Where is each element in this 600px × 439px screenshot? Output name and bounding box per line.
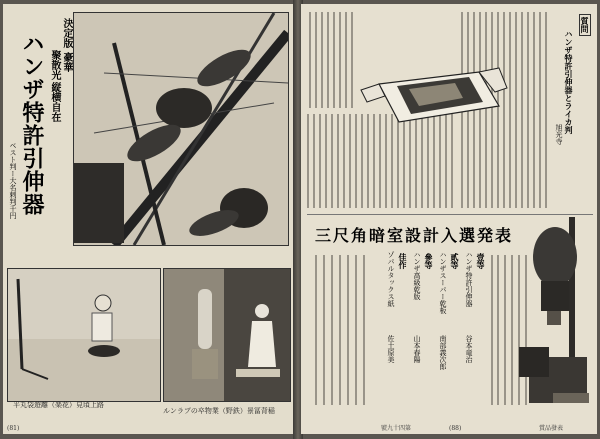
announcement-block bbox=[307, 214, 593, 419]
prize-item-3: ハンザ高級乾版 bbox=[413, 251, 421, 300]
article-title: ハンザ特許引伸器とライカ判 bbox=[564, 30, 574, 134]
article-body-text-3 bbox=[307, 12, 357, 108]
right-page bbox=[301, 4, 597, 434]
prize-label-4: 佳作 bbox=[398, 253, 408, 269]
prize-name-2: 南部義次郎 bbox=[439, 335, 447, 370]
caption-right: ルンラブの卒物業（野鉄）景冨背稲 bbox=[163, 407, 275, 415]
folio-left: (81) bbox=[7, 425, 20, 432]
headline-sub4: 聚散光 bbox=[49, 50, 60, 80]
headline-sub3: 豪華 bbox=[61, 52, 72, 72]
section-label: 質問 bbox=[579, 14, 591, 36]
article-author: 旭光寺 bbox=[555, 124, 563, 145]
left-page bbox=[3, 4, 295, 434]
article-body-text-2 bbox=[307, 114, 457, 208]
prize-item-2: ハンザスーパー乾板 bbox=[439, 251, 447, 314]
prize-name-3: 山本春陽 bbox=[413, 335, 421, 363]
headline-sub2: 縦横自在 bbox=[49, 82, 60, 122]
photo-child-seated bbox=[7, 268, 161, 402]
headline-block bbox=[7, 12, 71, 232]
photo-camera-crane bbox=[73, 12, 289, 246]
prize-label-1: 壹等 bbox=[476, 253, 486, 269]
folio-right: 號九十四第 bbox=[381, 425, 412, 432]
prize-label-2: 貳等 bbox=[450, 253, 460, 269]
prize-item-4: ゾパルタックス紙 bbox=[387, 251, 395, 307]
announcement-left-text bbox=[309, 255, 369, 405]
prize-label-3: 參等 bbox=[424, 253, 434, 269]
article-block bbox=[301, 4, 597, 210]
enlarger-illustration bbox=[519, 217, 593, 417]
photo-lamp-doll bbox=[163, 268, 291, 402]
prize-item-1: ハンザ特許引伸器 bbox=[465, 251, 473, 307]
caption-left: 平丸袋遊離（楽花）見頃上路 bbox=[13, 401, 104, 409]
prize-name-4: 佐土原美 bbox=[387, 335, 395, 363]
headline-tagline: ベスト判ー大名刺判千円 bbox=[9, 142, 17, 219]
folio-center: (88) bbox=[449, 425, 462, 432]
headline-sub1: 決定版 bbox=[61, 18, 72, 48]
prize-list bbox=[387, 251, 491, 401]
announcement-title: 三尺角暗室設計入選発表 bbox=[315, 226, 514, 245]
prize-name-1: 谷本竜治 bbox=[465, 335, 473, 363]
folio-far: 賞品發表 bbox=[539, 425, 564, 432]
frame-illustration bbox=[359, 66, 509, 128]
headline-title: ハンザ特許引伸器 bbox=[19, 32, 45, 216]
